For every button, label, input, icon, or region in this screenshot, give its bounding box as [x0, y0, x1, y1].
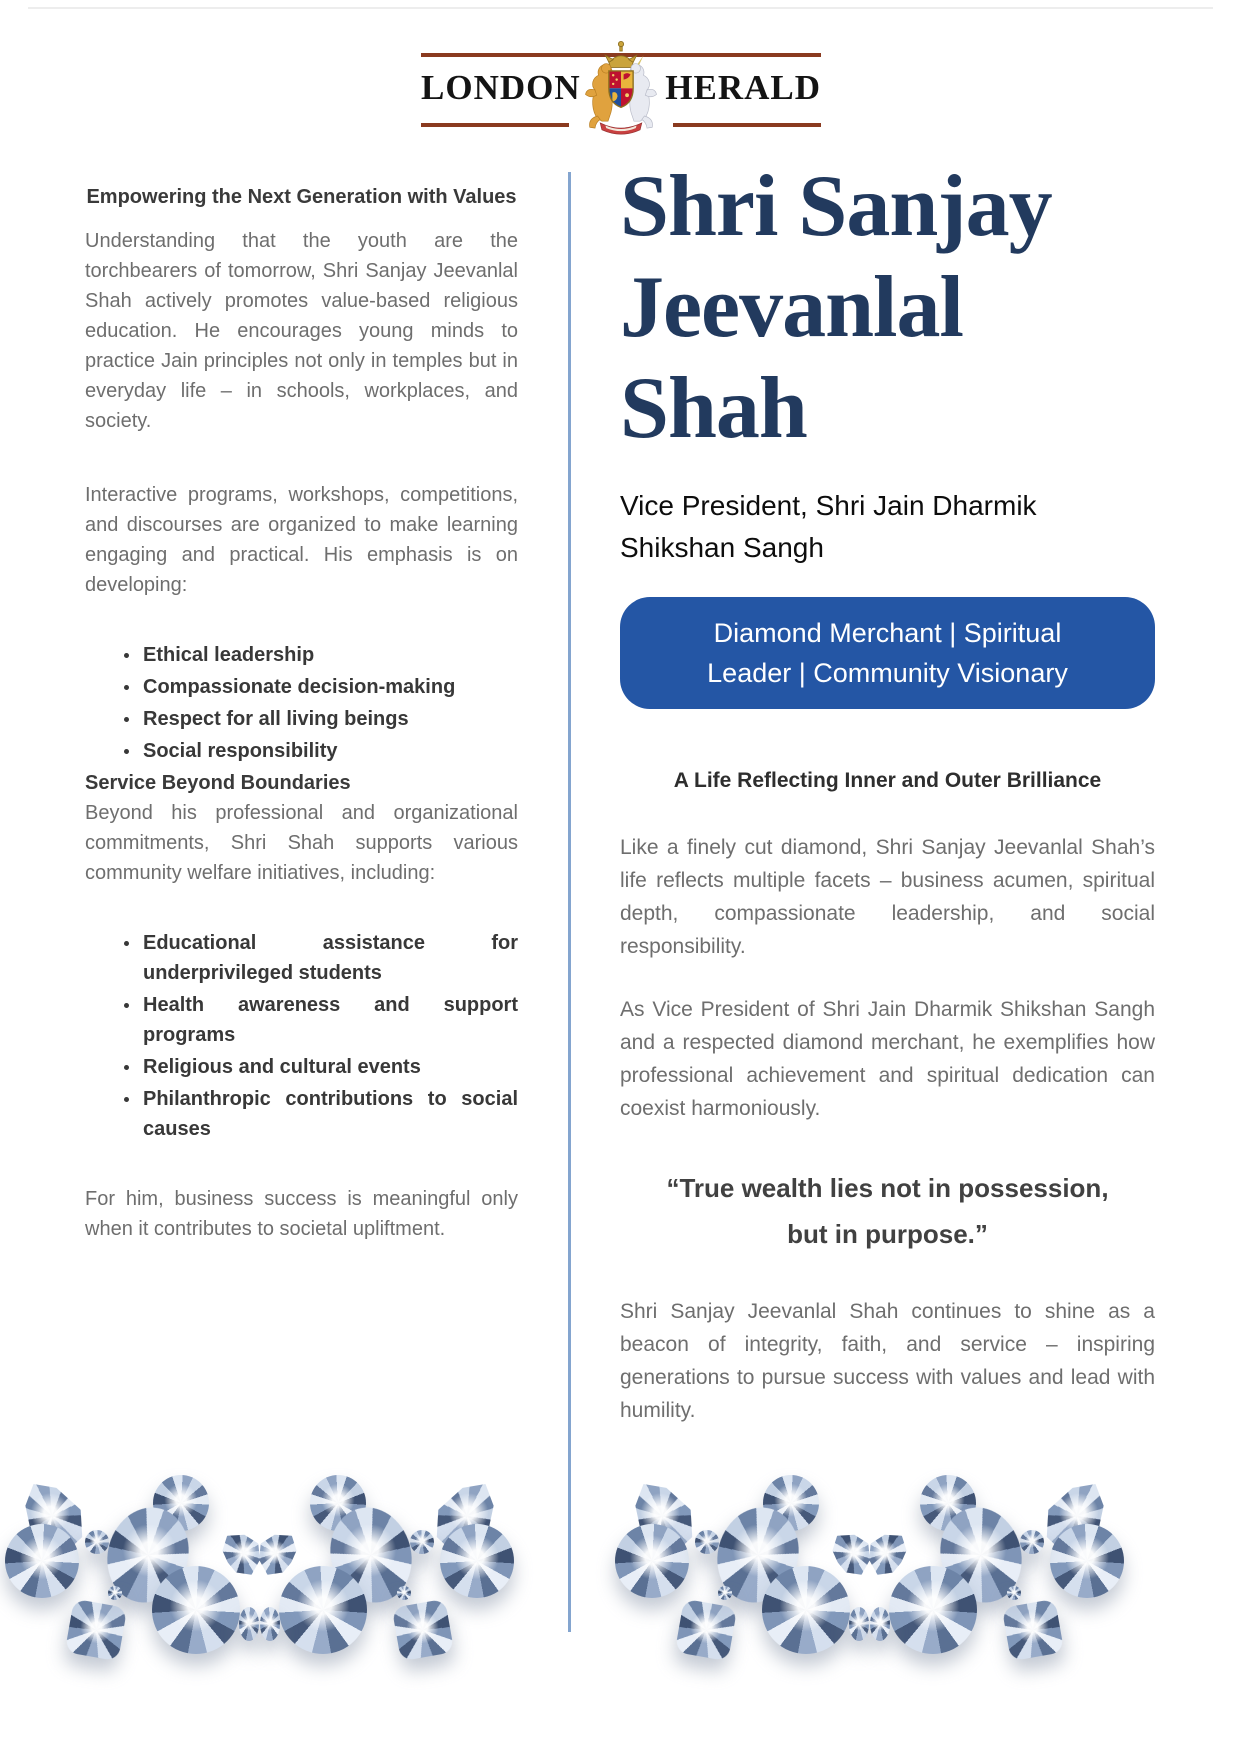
- list-item: • Ethical leadership: [141, 640, 518, 670]
- diamond-gem: [870, 1607, 890, 1641]
- left-paragraph-2: Interactive programs, workshops, competitions, and discourses are organized to make learning engaging and practical. His emphasis is on developing:: [85, 484, 518, 596]
- diamond-gem: [65, 1599, 128, 1662]
- list-item: • Respect for all living beings: [141, 704, 518, 734]
- page-top-hairline: [28, 7, 1213, 9]
- royal-coat-of-arms-icon: [568, 38, 674, 142]
- list-item: • Social responsibility: [141, 736, 518, 766]
- list-item: • Compassionate decision-making: [141, 672, 518, 702]
- diamond-gems-group: [626, 1438, 861, 1670]
- diamond-gem: [260, 1607, 280, 1641]
- profession-badge: Diamond Merchant | Spiritual Leader | Community Visionary: [620, 597, 1155, 709]
- diamond-gem: [5, 1524, 79, 1598]
- diamond-cluster-left: [16, 1438, 504, 1670]
- diamond-gems-group: [16, 1438, 251, 1670]
- list-item: • Health awareness and support programs: [141, 990, 518, 1050]
- diamond-gem: [85, 1530, 109, 1554]
- diamond-cluster-right: [626, 1438, 1114, 1670]
- right-paragraph-1: Like a finely cut diamond, Shri Sanjay Jeevanlal Shah’s life reflects multiple facets – business acumen, spiritual depth, compassionate leadership, and social responsibility.: [620, 836, 1155, 958]
- diamond-gem: [889, 1566, 977, 1654]
- list-item: • Religious and cultural events: [141, 1052, 518, 1082]
- diamond-gem: [1002, 1599, 1065, 1662]
- left-column-heading: Empowering the Next Generation with Values: [86, 186, 517, 208]
- diamond-gem: [410, 1530, 434, 1554]
- diamond-gem: [1020, 1530, 1044, 1554]
- diamond-gem: [397, 1586, 411, 1600]
- pull-quote: “True wealth lies not in possession, but in purpose.”: [666, 1173, 1109, 1249]
- masthead: [421, 44, 821, 140]
- right-paragraph-2: As Vice President of Shri Jain Dharmik Shikshan Sangh and a respected diamond merchant, he exemplifies how professional achievement and spiritual dedication can coexist harmoniously.: [620, 998, 1155, 1120]
- diamond-gem: [849, 1607, 869, 1641]
- left-paragraph-4: For him, business success is meaningful only when it contributes to societal upliftment.: [85, 1188, 518, 1240]
- diamond-gem: [440, 1524, 514, 1598]
- diamond-gem: [279, 1566, 367, 1654]
- page-title: Shri Sanjay Jeevanlal Shah: [620, 158, 1052, 457]
- diamond-gem: [108, 1586, 122, 1600]
- masthead-rule-bottom-right: [673, 123, 821, 127]
- diamond-gem: [1050, 1524, 1124, 1598]
- diamond-gem: [1007, 1586, 1021, 1600]
- left-column-subheading: Service Beyond Boundaries: [85, 772, 351, 794]
- diamond-gem: [695, 1530, 719, 1554]
- right-paragraph-3: Shri Sanjay Jeevanlal Shah continues to shine as a beacon of integrity, faith, and service – inspiring generations to pursue success with values and lead with humility.: [620, 1300, 1155, 1422]
- diamond-gems-group: [878, 1438, 1113, 1670]
- right-column: [620, 156, 1155, 1427]
- values-bullet-list: [85, 640, 518, 766]
- left-paragraph-1: Understanding that the youth are the torchbearers of tomorrow, Shri Sanjay Jeevanlal Shah actively promotes value-based religious education. He encourages young minds to practice Jain principles not only in temples but in everyday life – in schools, workplaces, and society.: [85, 230, 518, 432]
- diamond-gem: [615, 1524, 689, 1598]
- masthead-title-right: HERALD: [665, 68, 821, 107]
- list-item: • Philanthropic contributions to social causes: [141, 1084, 518, 1144]
- left-column: [85, 182, 518, 1244]
- left-paragraph-3: Beyond his professional and organizational commitments, Shri Shah supports various community welfare initiatives, including:: [85, 802, 518, 884]
- diamond-gem: [152, 1566, 240, 1654]
- list-item: • Educational assistance for underprivileged students: [141, 928, 518, 988]
- diamond-gems-group: [268, 1438, 503, 1670]
- person-role-title: Vice President, Shri Jain Dharmik Shikshan Sangh: [620, 490, 1037, 563]
- diamond-gem: [239, 1607, 259, 1641]
- diamond-gem: [392, 1599, 455, 1662]
- diamond-gem: [718, 1586, 732, 1600]
- masthead-title-left: LONDON: [421, 68, 581, 107]
- masthead-rule-bottom-left: [421, 123, 569, 127]
- initiatives-bullet-list: [85, 928, 518, 1144]
- diamond-gem: [762, 1566, 850, 1654]
- diamond-gem: [675, 1599, 738, 1662]
- column-divider: [568, 172, 571, 1632]
- section-heading: A Life Reflecting Inner and Outer Brilliance: [673, 769, 1102, 792]
